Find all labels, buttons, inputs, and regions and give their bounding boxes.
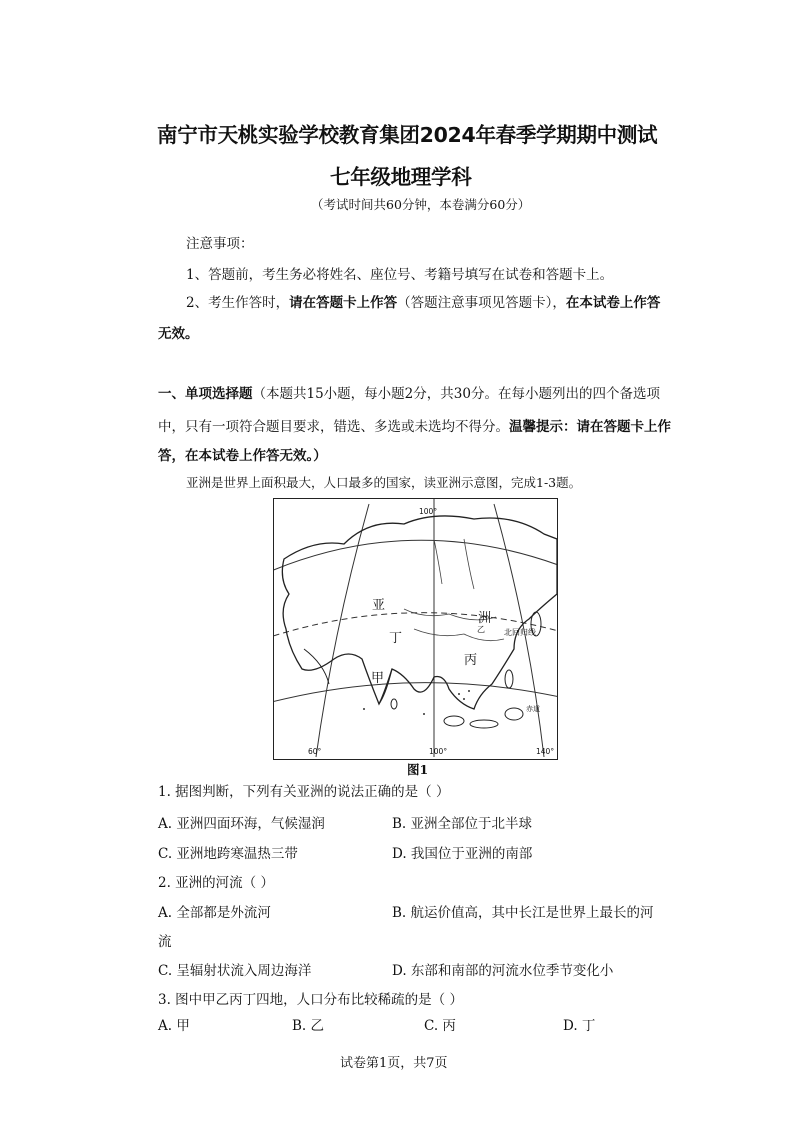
map-label-bing: 丙 — [464, 653, 478, 668]
map-label-ya: 亚 — [372, 598, 386, 613]
question-lead: 亚洲是世界上面积最大，人口最多的国家，读亚洲示意图，完成1-3题。 — [186, 475, 582, 490]
tick-lon-60: 60° — [308, 747, 322, 756]
notice-heading: 注意事项： — [186, 236, 254, 252]
exam-info: （考试时间共60分钟，本卷满分60分） — [311, 197, 531, 212]
section-intro-line3: 答，在本试卷上作答无效。） — [158, 448, 327, 464]
question-3-stem: 3. 图中甲乙丙丁四地，人口分布比较稀疏的是（ ） — [158, 992, 463, 1008]
map-label-jia: 甲 — [371, 671, 385, 686]
asia-map — [273, 498, 558, 760]
map-caption: 图1 — [407, 762, 429, 777]
section-intro-line1: 一、单项选择题（本题共15小题，每小题2分，共30分。在每小题列出的四个备选项 — [158, 386, 660, 402]
q2-option-b-cont: 流 — [158, 934, 172, 950]
q2-option-a: A. 全部都是外流河 — [158, 905, 271, 921]
map-label-ding: 丁 — [389, 631, 403, 646]
q1-option-b: B. 亚洲全部位于北半球 — [392, 816, 533, 832]
q2-option-c: C. 呈辐射状流入周边海洋 — [158, 963, 312, 979]
q3-option-a: A. 甲 — [158, 1018, 190, 1034]
map-label-zhou: 洲 — [478, 611, 492, 626]
q1-option-d: D. 我国位于亚洲的南部 — [392, 846, 533, 862]
q1-option-a: A. 亚洲四面环海，气候湿润 — [158, 816, 325, 832]
q3-option-c: C. 丙 — [424, 1018, 456, 1034]
map-label-equator: 赤道 — [526, 705, 540, 713]
notice-item-2-cont: 无效。 — [158, 326, 199, 342]
q3-option-b: B. 乙 — [292, 1018, 325, 1034]
tick-lon-100: 100° — [429, 747, 448, 756]
question-2-stem: 2. 亚洲的河流（ ） — [158, 875, 274, 891]
map-label-tropic: 北回归线 — [504, 628, 536, 637]
page-footer: 试卷第1页，共7页 — [340, 1056, 448, 1071]
q1-option-c: C. 亚洲地跨寒温热三带 — [158, 846, 298, 862]
tick-lon-140: 140° — [536, 747, 555, 756]
question-1-stem: 1. 据图判断，下列有关亚洲的说法正确的是（ ） — [158, 784, 450, 800]
q2-option-d: D. 东部和南部的河流水位季节变化小 — [392, 963, 614, 979]
exam-title: 南宁市天桃实验学校教育集团2024年春季学期期中测试 — [157, 123, 658, 147]
notice-item-2: 2、考生作答时，请在答题卡上作答（答题注意事项见答题卡），在本试卷上作答 — [186, 295, 661, 311]
tick-lon-100-top: 100° — [419, 507, 438, 516]
notice-item-1: 1、答题前，考生务必将姓名、座位号、考籍号填写在试卷和答题卡上。 — [186, 267, 614, 283]
q2-option-b: B. 航运价值高，其中长江是世界上最长的河 — [392, 905, 654, 921]
subject-title: 七年级地理学科 — [330, 165, 472, 189]
map-label-yi: 乙 — [477, 625, 485, 634]
q3-option-d: D. 丁 — [563, 1018, 596, 1034]
section-intro-line2: 中，只有一项符合题目要求，错选、多选或未选均不得分。温馨提示：请在答题卡上作 — [158, 419, 671, 435]
